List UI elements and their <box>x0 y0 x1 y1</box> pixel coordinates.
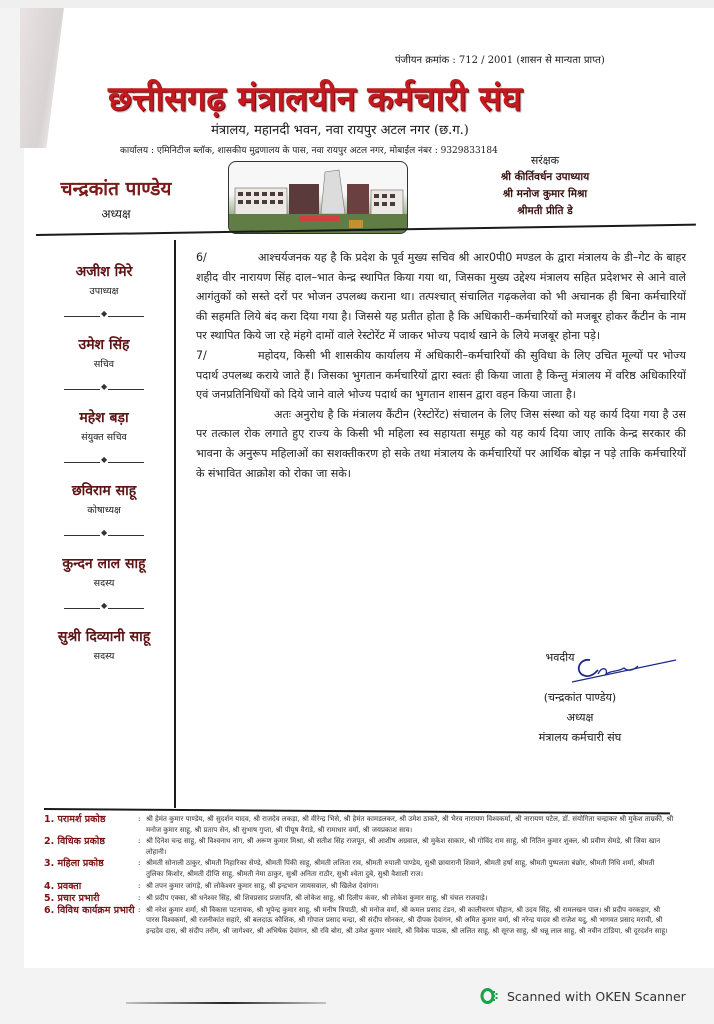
office-bearer-name: सुश्री दिव्यानी साहू <box>57 629 151 645</box>
page-edge-shadow <box>126 1002 326 1004</box>
ministry-building-illustration <box>229 162 407 233</box>
building-photo <box>228 161 408 234</box>
cell-row: 5. प्रचार प्रभारी : श्री प्रदीप एक्का, श्री धनेश्वर सिंह, श्री शिवप्रसाद प्रजापति, श्री लोकेश साहू, श्री दिलीप कंवर, श्री लोकेश कुमार साहू, श्री चंचल राजवाड़े। <box>44 893 674 904</box>
cell-members: श्रीमती सोनाली ठाकुर, श्रीमती निहारिका सेण्डे, श्रीमती पिंकी साहू, श्रीमती ललिता राव, श्रीमती रुपाली पाण्डेय, सुश्री छायारानी शिवाने, श्रीमती हर्षा साहू, श्रीमती पुष्पलता बंछोर, श्रीमती निधि शर्मा, श्रीमती तुलिका किशोर, श्रीमती दीप्ति साहू, श्रीमती नेमा ठाकुर, सुश्री अनिता राठौर, सुश्री श्वेता दुबे, सुश्री वैशाली राज। <box>146 859 655 878</box>
ornament-divider <box>64 604 144 613</box>
office-bearer-role: कोषाध्यक्ष <box>87 505 121 516</box>
president-role: अध्यक्ष <box>101 207 131 221</box>
paragraph-number: 7/ <box>196 348 207 362</box>
cell-members: श्री नरेश कुमार शर्मा, श्री विकास पटनायक, श्री भूपेन्द्र कुमार साहू, श्री मनीष त्रिपाठी, श्री मनोज वर्मा, श्री कमल प्रसाद टंडन, श्री कालीचरण चौहान, श्री उदय सिंह, श्री रामलखन पाल। श्री प्रदीप वरकड़ार, श्री पारस विश्वकर्मा, श्री रजनीकांत सहारे, श्री बलदाऊ कौशिक, श्री गोपाल प्रसाद चन्द्रा, श्री संदीप सोनकर, श्री दीपक देवांगन, श्री अमित कुमार वर्मा, श्री नरेन्द्र यादव श्री राजेश यदु, श्री भागवत प्रसाद मरावी, श्री इन्द्रदेव दास, श्री संदीप तरोंम, श्री जागेश्वर, श्री अभिषेक देवांगन, श्री रवि बोरा, श्री उमेश कुमार भंसारे, श्री विवेक पाठक, श्री ललित साहू, श्री सूरज साहू, श्री धन्नू लाल साहू, श्री नवीन टांडिया, श्री दूरदर्शन साहू। <box>146 905 668 935</box>
cell-row: 2. विधिक प्रकोष्ठ : श्री दिनेश चन्द्र साहू, श्री विश्वनाथ नाग, श्री अरूण कुमार मिश्रा, श्री सतीश सिंह राजपूत, श्री आशीष अग्रवाल, श्री मुकेश साकार, श्री गोविंद राम साहू, श्री नितिन कुमार शुक्ल, श्री प्रवीण सेमडे, श्री जिया खान लोहानी। <box>44 836 674 857</box>
paragraph-number: 6/ <box>196 251 207 264</box>
viewer-top-bar <box>0 0 714 8</box>
ornament-divider <box>64 458 144 467</box>
cell-label: 1. परामर्श प्रकोष्ठ <box>44 814 106 825</box>
office-bearer-role: सचिव <box>93 359 115 370</box>
cell-members: श्री हेमंत कुमार पाण्डेय, श्री सुदर्शन यादव, श्री राजदेव लकड़ा, श्री वीरेन्द्र भिसे, श्री हेमंत कामडलकर, श्री उमेश ठाकरे, श्री भैरव नारायण विश्वकर्मा, श्री नारायण पटेल, डॉ. संयोगिता चन्द्राकर श्री मुकेश ताम्रकी, श्री मनोज कुमार साहू, श्री प्रताप सेन, श्री सुभाष गुप्ता, श्री पीयूष वैराडे, श्री रामाधार वर्मा, श्री जयप्रकाश साव। <box>146 815 674 834</box>
office-bearer-role: संयुक्त सचिव <box>81 432 127 443</box>
cell-row: 3. महिला प्रकोष्ठ : श्रीमती सोनाली ठाकुर, श्रीमती निहारिका सेण्डे, श्रीमती पिंकी साहू, श्रीमती ललिता राव, श्रीमती रुपाली पाण्डेय, सुश्री छायारानी शिवाने, श्रीमती हर्षा साहू, श्रीमती पुष्पलता बंछोर, श्रीमती निधि शर्मा, श्रीमती तुलिका किशोर, श्रीमती दीप्ति साहू, श्रीमती नेमा ठाकुर, सुश्री अनिता राठौर, सुश्री श्वेता दुबे, सुश्री वैशाली राज। <box>44 858 674 879</box>
scanner-watermark <box>480 985 686 1007</box>
organization-address: मंत्रालय, महानदी भवन, नवा रायपुर अटल नगर (छ.ग.) <box>211 123 469 138</box>
ornament-divider <box>64 531 144 540</box>
scanner-watermark-text: Scanned with OKEN Scanner <box>507 988 686 1004</box>
cell-members: श्री प्रदीप एक्का, श्री धनेश्वर सिंह, श्री शिवप्रसाद प्रजापति, श्री लोकेश साहू, श्री दिलीप कंवर, श्री लोकेश कुमार साहू, श्री चंचल राजवाड़े। <box>146 893 488 902</box>
oken-scanner-logo-icon <box>480 987 498 1005</box>
office-bearer <box>36 627 172 691</box>
cell-row: 6. विविध कार्यक्रम प्रभारी : श्री नरेश कुमार शर्मा, श्री विकास पटनायक, श्री भूपेन्द्र कुमार साहू, श्री मनीष त्रिपाठी, श्री मनोज वर्मा, श्री कमल प्रसाद टंडन, श्री कालीचरण चौहान, श्री उदय सिंह, श्री रामलखन पाल। श्री प्रदीप वरकड़ार, श्री पारस विश्वकर्मा, श्री रजनीकांत सहारे, श्री बलदाऊ कौशिक, श्री गोपाल प्रसाद चन्द्रा, श्री संदीप सोनकर, श्री दीपक देवांगन, श्री अमित कुमार वर्मा, श्री नरेन्द्र यादव श्री राजेश यदु, श्री भागवत प्रसाद मरावी, श्री इन्द्रदेव दास, श्री संदीप तरोंम, श्री जागेश्वर, श्री अभिषेक देवांगन, श्री रवि बोरा, श्री उमेश कुमार भंसारे, श्री विवेक पाठक, श्री ललित साहू, श्री सूरज साहू, श्री धन्नू लाल साहू, श्री नवीन टांडिया, श्री दूरदर्शन साहू। <box>44 905 674 937</box>
cell-label: 6. विविध कार्यक्रम प्रभारी <box>44 904 135 916</box>
president-block <box>36 175 196 222</box>
cell-label: 4. प्रवक्ता <box>44 880 82 892</box>
paragraph-7 <box>196 346 686 405</box>
signatory-designation: अध्यक्ष <box>566 711 594 724</box>
patrons-block <box>470 152 620 220</box>
cell-label: 2. विधिक प्रकोष्ठ <box>44 836 105 848</box>
request-paragraph: अतः अनुरोध है कि मंत्रालय कैंटीन (रेस्टोरेंट) संचालन के लिए जिस संस्था को यह कार्य दिया गया है उस पर तत्काल रोक लगाते हुए राज्य के किसी भी महिला स्व सहायता समूह को यह कार्य दिया जाए ताकि केन्द्र सरकार की भावना के अनुरूप महिलाओं का सशक्तीकरण हो सके तथा मंत्रालय के कर्मचारियों पर आर्थिक बोझ न पड़े ताकि कर्मचारियों के संभावित आक्रोश को रोका जा सके। <box>196 407 686 480</box>
office-bearer-name: छविराम साहू <box>71 483 137 499</box>
signatory-name: (चन्द्रकांत पाण्डेय) <box>543 691 617 704</box>
registration-number: पंजीयन क्रमांक : 712 / 2001 (शासन से मान्यता प्राप्त) <box>395 55 605 66</box>
president-name: चन्द्रकांत पाण्डेय <box>60 178 172 200</box>
patron-name: श्री कीर्तिवर्धन उपाध्याय <box>500 171 590 183</box>
office-bearer-role: सदस्य <box>93 578 115 589</box>
ornament-divider <box>64 385 144 394</box>
letter-body <box>196 248 686 483</box>
organization-title: छत्तीसगढ़ मंत्रालयीन कर्मचारी संघ <box>108 79 522 119</box>
cell-row: 4. प्रवक्ता : श्री तपन कुमार जांगड़े, श्री लोकेश्वर कुमार साहू, श्री इन्द्रभान जायसवाल, श्री खिलेश देवांगन। <box>44 881 674 892</box>
patron-name: श्री मनोज कुमार मिश्रा <box>502 188 588 200</box>
office-bearer-name: अजीश मिरे <box>75 264 133 280</box>
office-bearer-name: उमेश सिंह <box>78 337 130 353</box>
office-bearer-name: महेश बड़ा <box>79 410 129 426</box>
office-bearers-sidebar <box>36 262 172 691</box>
cell-members: श्री दिनेश चन्द्र साहू, श्री विश्वनाथ नाग, श्री अरूण कुमार मिश्रा, श्री सतीश सिंह राजपूत, श्री आशीष अग्रवाल, श्री मुकेश साकार, श्री गोविंद राम साहू, श्री नितिन कुमार शुक्ल, श्री प्रवीण सेमडे, श्री जिया खान लोहानी। <box>146 837 661 856</box>
ornament-divider <box>64 312 144 321</box>
cell-members: श्री तपन कुमार जांगड़े, श्री लोकेश्वर कुमार साहू, श्री इन्द्रभान जायसवाल, श्री खिलेश देवांगन। <box>146 881 379 890</box>
office-bearer-role: उपाध्यक्ष <box>89 286 119 297</box>
closing-salutation: भवदीय <box>545 651 575 664</box>
cell-label: 3. महिला प्रकोष्ठ <box>44 858 104 870</box>
paragraph-text: आश्चर्यजनक यह है कि प्रदेश के पूर्व मुख्य सचिव श्री आर0पी0 मण्डल के द्वारा मंत्रालय के डी–गेट के बाहर शहीद वीर नारायण सिंह दाल–भात केन्द्र स्थापित किया गया था, जिसका मुख्य उद्देश्य मंत्रालय सहित प्रदेशभर से आने वाले आगंतुकों को सस्ते दरों पर भोजन उपलब्ध कराना था। तत्पश्चात् संचालित गढ़कलेवा को भी अचानक ही बिना कर्मचारियों की सहमति लिये बंद करा दिया गया है। जिससे यह प्रतीत होता है कि अधिकारी–कर्मचारियों को मजबूर होकर कैंटीन के नाम पर स्थापित किये जा रहे मंहगे दामों वाले रेस्टोरेंट में जाकर भोज्य पदार्थ खाने के लिये मजबूर होना पड़े। <box>196 251 686 343</box>
patrons-title: सरंक्षक <box>530 154 560 167</box>
paragraph-6 <box>196 248 686 346</box>
signatory-organization: मंत्रालय कर्मचारी संघ <box>538 731 622 744</box>
sidebar-divider <box>174 240 176 808</box>
handwritten-signature <box>568 652 678 686</box>
office-address-line: कार्यालय : एमिनिटीज ब्लॉक, शासकीय मुद्रणालय के पास, नवा रायपुर अटल नगर, मोबाईल नंबर : 9329833184 <box>120 146 498 156</box>
patron-name: श्रीमती प्रीति डे <box>517 205 573 217</box>
cell-row: 1. परामर्श प्रकोष्ठ : श्री हेमंत कुमार पाण्डेय, श्री सुदर्शन यादव, श्री राजदेव लकड़ा, श्री वीरेन्द्र भिसे, श्री हेमंत कामडलकर, श्री उमेश ठाकरे, श्री भैरव नारायण विश्वकर्मा, श्री नारायण पटेल, डॉ. संयोगिता चन्द्राकर श्री मुकेश ताम्रकी, श्री मनोज कुमार साहू, श्री प्रताप सेन, श्री सुभाष गुप्ता, श्री पीयूष वैराडे, श्री रामाधार वर्मा, श्री जयप्रकाश साव। <box>44 814 674 834</box>
office-bearer-name: कुन्दन लाल साहू <box>62 556 146 572</box>
office-bearer-role: सदस्य <box>93 651 115 662</box>
cell-label: 5. प्रचार प्रभारी <box>44 892 100 904</box>
paragraph-text: महोदय, किसी भी शासकीय कार्यालय में अधिकारी–कर्मचारियों की सुविधा के लिए उचित मूल्यों पर भोज्य पदार्थ उपलब्ध कराये जाते हैं। जिसका भुगतान कर्मचारियों द्वारा स्वतः ही किया जाता है किन्तु मंत्रालय में वरिष्ठ अधिकारियों एवं जनप्रतिनिधियों को दिये जाने वाले भोज्य पदार्थ का भुगतान शासन द्वारा वहन किया जाता है। <box>196 348 686 402</box>
cells-list <box>44 814 674 937</box>
